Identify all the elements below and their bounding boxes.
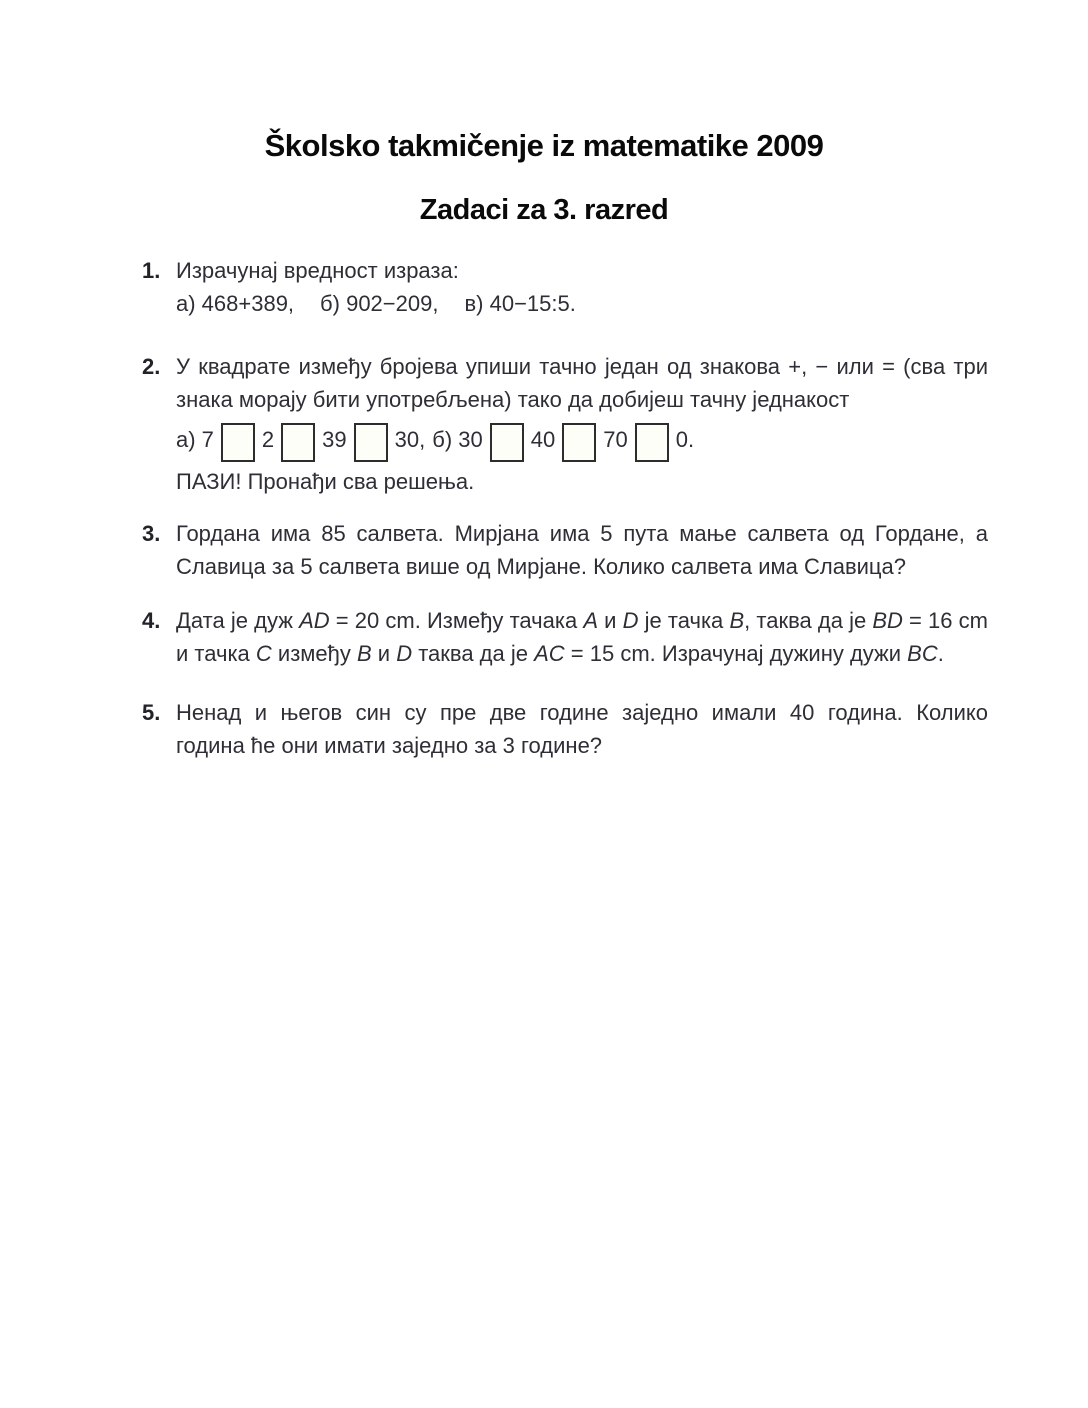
problem-1 [142, 254, 988, 320]
answer-box [354, 423, 388, 462]
problem-1-item-b: б) 902−209, [320, 291, 439, 316]
text-segment: = 15 cm. Израчунај дужину дужи [564, 641, 908, 666]
page-title: Školsko takmičenje iz matematike 2009 [264, 128, 824, 163]
problem-4-text-line1 [176, 604, 988, 637]
answer-box [562, 423, 596, 462]
page-subtitle: Zadaci za 3. razred [419, 194, 669, 226]
problem-3-text-line2: Славица за 5 салвета више од Мирјане. Колико салвета има Славица? [176, 554, 906, 579]
problem-4-text-line2 [176, 637, 988, 670]
problem-5-number: 5. [142, 700, 161, 725]
problem-3-number: 3. [142, 521, 161, 546]
segment-B: B [357, 641, 372, 666]
problem-1-intro: Израчунај вредност израза: [176, 258, 459, 283]
segment-D: D [622, 608, 639, 633]
text-segment: и тачка [176, 641, 256, 666]
segment-BC: BC [907, 641, 938, 666]
segment-AD: AD [299, 608, 330, 633]
problem-2 [142, 350, 988, 498]
problem-3-text-line1: Гордана има 85 салвета. Мирјана има 5 пута мање салвета од Гордане, а [176, 521, 988, 546]
answer-box [281, 423, 315, 462]
text-segment: и [371, 641, 397, 666]
segment-B: B [729, 608, 745, 633]
equation-text: 39 [322, 427, 347, 452]
segment-D: D [396, 641, 413, 666]
problem-1-item-a: а) 468+389, [176, 291, 295, 316]
segment-BD: BD [872, 608, 903, 633]
problem-5-text-line1: Ненад и његов син су пре две године заједно имали 40 година. Колико [176, 700, 988, 725]
problem-2-text-line1: У квадрате између бројева упиши тачно један од знакова +, − или = (сва три [176, 354, 988, 379]
equation-text: 2 [261, 427, 275, 452]
text-segment: таква да је [412, 641, 535, 666]
problem-1-number: 1. [142, 258, 161, 283]
text-segment: . [937, 641, 944, 666]
text-segment: = 16 cm [902, 608, 988, 633]
problem-1-item-v: в) 40−15:5. [464, 291, 576, 316]
text-segment: , таква да је [744, 608, 873, 633]
problem-2-equation [176, 418, 988, 462]
problem-2-text-line2: знака морају бити употребљена) тако да добијеш тачну једнакост [176, 387, 850, 412]
text-segment: = 20 cm. Између тачака [329, 608, 584, 633]
segment-C: C [255, 641, 272, 666]
text-segment: Дата је дуж [176, 608, 300, 633]
text-segment: и [598, 608, 623, 633]
problem-2-number: 2. [142, 354, 161, 379]
equation-text: б) 30 [432, 427, 483, 452]
answer-box [490, 423, 524, 462]
problem-5-text-line2: година ће они имати заједно за 3 године? [176, 733, 603, 758]
answer-box [221, 423, 255, 462]
equation-text: 70 [603, 427, 628, 452]
equation-text: 40 [530, 427, 556, 452]
problem-3 [142, 517, 988, 583]
answer-box [635, 423, 669, 462]
segment-AC: AC [534, 641, 565, 666]
equation-text: а) 7 [176, 427, 214, 452]
segment-A: A [583, 608, 599, 633]
problem-1-items [176, 287, 988, 320]
problem-4-number: 4. [142, 608, 161, 633]
text-segment: је тачка [638, 608, 730, 633]
problem-5 [142, 696, 988, 762]
equation-text: 30, [394, 427, 426, 452]
problem-2-note: ПАЗИ! Пронађи сва решења. [176, 469, 475, 494]
equation-text: 0. [675, 427, 695, 452]
problem-4 [142, 604, 988, 670]
text-segment: између [271, 641, 357, 666]
